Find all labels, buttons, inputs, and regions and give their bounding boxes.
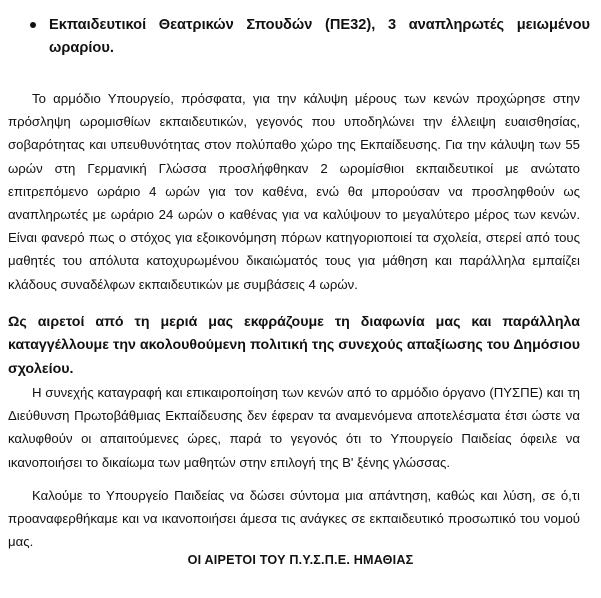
paragraph-protest-statement: [8, 311, 580, 381]
bullet-text: Εκπαιδευτικοί Θεατρικών Σπουδών (ΠΕ32), 3 αναπληρωτές μειωμένου ωραρίου.: [49, 17, 590, 56]
signature-line: ΟΙ ΑΙΡΕΤΟΙ ΤΟΥ Π.Υ.Σ.Π.Ε. ΗΜΑΘΙΑΣ: [187, 553, 414, 567]
paragraph-text: Καλούμε το Υπουργείο Παιδείας να δώσει σύντομα μια απάντηση, καθώς και λύση, σε ό,τι προαναφερθήκαμε και να ικανοποιήσει άμεσα τις ανάγκες σε εκπαιδευτικό προσωπικό του νομού μας.: [8, 488, 580, 550]
bullet-list-item: [30, 14, 590, 60]
paragraph-call-to-ministry: [8, 484, 580, 554]
bullet-icon: [30, 22, 36, 28]
paragraph-text: Το αρμόδιο Υπουργείο, πρόσφατα, για την κάλυψη μέρους των κενών προχώρησε στην πρόσληψη ωρομισθίων εκπαιδευτικών, γεγονός που υποδηλώνει την έλλειψη ευαισθησίας, σοβαρότητας και υπευθυνότητας στον πολύπαθο χώρο της Εκπαίδευσης. Για την κάλυψη των 55 ωρών στη Γερμανική Γλώσσα προσλήφθηκαν 2 ωρομίσθιοι εκπαιδευτικοί με ανώτατο επιτρεπόμενο ωράριο 4 ωρών για τον καθένα, ενώ θα μπορούσαν να προσληφθούν ως αναπληρωτές με ωράριο 24 ωρών ο καθένας για να καλύψουν το μεγαλύτερο μέρος των κενών. Είναι φανερό πως ο στόχος για εξοικονόμηση πόρων κατηγοριοποιεί τα σχολεία, στερεί από τους μαθητές του απόλυτα κατοχυρωμένου δικαιώματός τους για μάθηση και παράλληλα εμπαίζει κλάδους συναδέλφων εκπαιδευτικών με συμβάσεις 4 ωρών.: [8, 91, 580, 292]
paragraph-text: Ως αιρετοί από τη μεριά μας εκφράζουμε τη διαφωνία μας και παράλληλα καταγγέλλουμε την ακολουθούμενη πολιτική της συνεχούς απαξίωσης του Δημόσιου σχολείου.: [8, 314, 580, 377]
paragraph-vacancy-recording: [8, 381, 580, 474]
paragraph-text: Η συνεχής καταγραφή και επικαιροποίηση των κενών από το αρμόδιο όργανο (ΠΥΣΠΕ) και τη Διεύθυνση Πρωτοβάθμιας Εκπαίδευσης δεν έφεραν τα αναμενόμενα αποτελέσματα έτσι ώστε να καλυφθούν οι απαιτούμενες ώρες, παρά το γεγονός ότι το Υπουργείο Παιδείας όφειλε να ικανοποιήσει το δικαίωμα των μαθητών στην επιλογή της Β' ξένης γλώσσας.: [8, 385, 580, 470]
paragraph-hiring-analysis: [8, 87, 580, 296]
